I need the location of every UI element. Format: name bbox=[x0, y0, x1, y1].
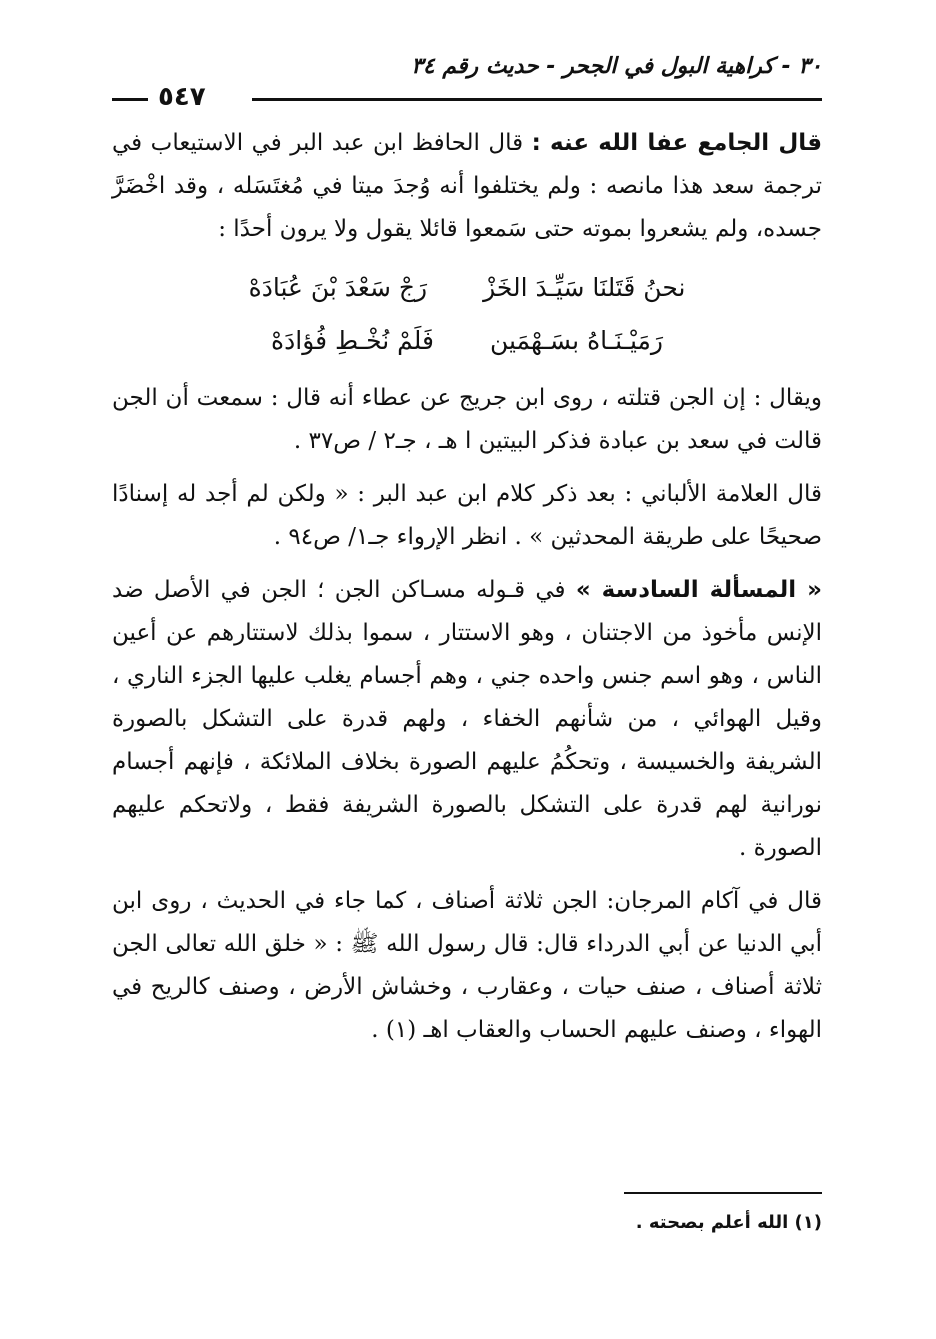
poem-verse-1-second: رَجْ سَعْدَ بْنَ عُبَادَهْ bbox=[248, 273, 428, 302]
footnote-rule bbox=[624, 1192, 822, 1194]
paragraph-1-lead: قال الجامع عفا الله عنه : bbox=[531, 130, 823, 156]
paragraph-4 bbox=[112, 569, 822, 870]
page-number: ٥٤٧ bbox=[148, 82, 216, 112]
running-title: ٣٠ - كراهية البول في الجحر - حديث رقم ٣٤ bbox=[411, 54, 822, 79]
paragraph-4-text: في قـوله مسـاكن الجن ؛ الجن في الأصل ضد الإنس مأخوذ من الاجتنان ، وهو الاستتار ، سموا بذلك لاستتارهم عن أعين الناس ، وهو اسم جنس واحده جني ، وهم أجسام يغلب عليها الجزء الناري ، وقيل الهوائي ، من شأنهم الخفاء ، ولهم قدرة على التشكل بالصورة الشريفة والخسيسة ، وتحكُمُ عليهم الصورة بخلاف الملائكة ، فإنهم أجسام نورانية لهم قدرة على التشكل بالصورة الشريفة فقط ، ولاتحكم عليهم الصورة . bbox=[112, 577, 822, 861]
poem-verse-2 bbox=[112, 314, 822, 367]
paragraph-4-lead: « المسألة السادسة » bbox=[575, 577, 822, 603]
body-text bbox=[112, 122, 822, 1062]
poem-verse-2-second: فَلَمْ نُخْـطِ فُؤادَهْ bbox=[271, 326, 434, 355]
paragraph-1-text: قال الحافظ ابن عبد البر في الاستيعاب في ترجمة سعد هذا مانصه : ولم يختلفوا أنه وُجدَ ميتا في مُغتَسَله ، وقد اخْضَرَّ جسده، ولم يشعروا بموته حتى سَمعوا قائلا يقول ولا يرون أحدًا : bbox=[112, 130, 822, 242]
poem-verse-1-first: نحنُ قَتَلنَا سَيِّـدَ الخَزْ bbox=[483, 273, 686, 302]
poem-verse-1 bbox=[112, 261, 822, 314]
paragraph-2: ويقال : إن الجن قتلته ، روى ابن جريج عن عطاء أنه قال : سمعت أن الجن قالت في سعد بن عبادة فذكر البيتين ا هـ ، جـ٢ / ص٣٧ . bbox=[112, 385, 822, 454]
poem bbox=[112, 261, 822, 367]
footnote: (١) الله أعلم بصحته . bbox=[635, 1212, 822, 1233]
poem-verse-2-first: رَمَيْـنَـاهُ بسَـهْمَين bbox=[489, 326, 663, 355]
page-number-rule bbox=[112, 98, 148, 101]
paragraph-3: قال العلامة الألباني : بعد ذكر كلام ابن عبد البر : « ولكن لم أجد له إسنادًا صحيحًا على طريقة المحدثين » . انظر الإرواء جـ١/ ص٩٤ . bbox=[112, 481, 822, 550]
paragraph-1 bbox=[112, 122, 822, 251]
page-header bbox=[112, 54, 822, 110]
paragraph-5: قال في آكام المرجان: الجن ثلاثة أصناف ، كما جاء في الحديث ، روى ابن أبي الدنيا عن أبي الدرداء قال: قال رسول الله ﷺ : « خلق الله تعالى الجن ثلاثة أصناف ، صنف حيات ، وعقارب ، وخشاش الأرض ، وصنف كالريح في الهواء ، وصنف عليهم الحساب والعقاب اهـ (١) . bbox=[112, 888, 822, 1043]
header-rule bbox=[252, 98, 822, 101]
